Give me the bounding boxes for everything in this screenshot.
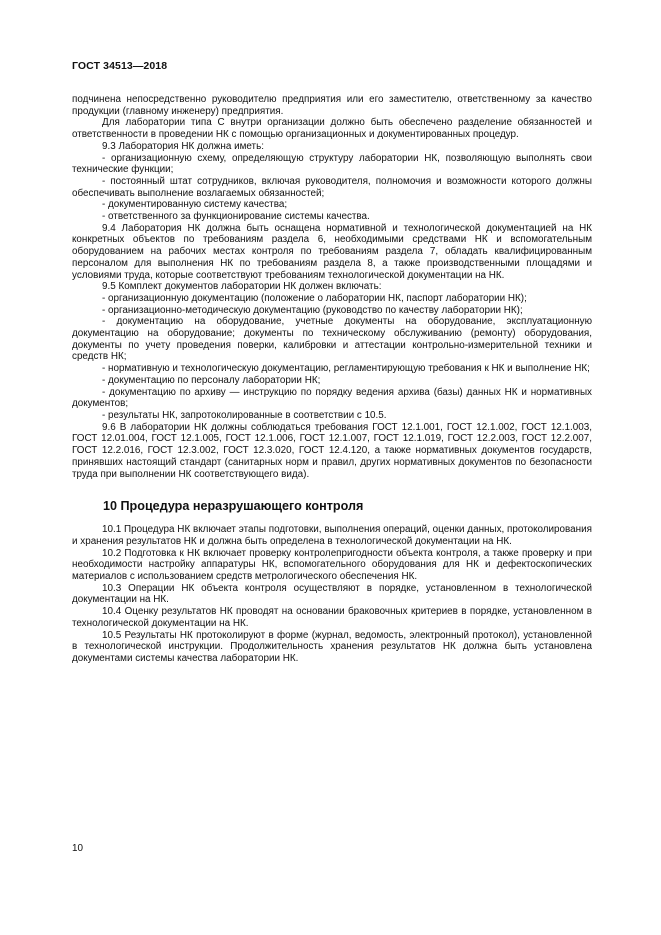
section-10-heading: 10 Процедура неразрушающего контроля	[103, 499, 364, 514]
clause-9-3: 9.3 Лаборатория НК должна иметь:	[102, 140, 264, 152]
document-code: ГОСТ 34513—2018	[72, 60, 168, 72]
list-item: - организационную документацию (положение о лаборатории НК, паспорт лаборатории НК);	[102, 292, 527, 304]
clause-10-3: 10.3 Операции НК объекта контроля осуществляют в порядке, установленном в технологической документации на НК.	[72, 582, 592, 606]
page-number: 10	[72, 843, 83, 854]
clause-10-1: 10.1 Процедура НК включает этапы подготовки, выполнения операций, оценки данных, протоколирования и хранения результатов НК и должна быть определена в технологической документации на НК.	[72, 524, 592, 547]
list-item: - постоянный штат сотрудников, включая руководителя, полномочия и возможности которого должны обеспечивать выполнение возлагаемых обязанностей;	[72, 175, 592, 199]
list-item: - документацию на оборудование, учетные документы на оборудование, эксплуатационную документацию на оборудование; документы по техническому обслуживанию (ремонту) оборудования, документы по учету проведения поверки, калибровки и аттестации контрольно-измерительной техники и средств НК;	[72, 316, 592, 363]
clause-9-5: 9.5 Комплект документов лаборатории НК должен включать:	[102, 281, 382, 293]
list-item: - организационно-методическую документацию (руководство по качеству лаборатории НК);	[102, 304, 523, 316]
clause-10-5: 10.5 Результаты НК протоколируют в форме (журнал, ведомость, электронный протокол), установленной в технологической инструкции. Продолжительность хранения результатов НК должна быть установлена документами системы качества лаборатории НК.	[72, 629, 592, 664]
list-item: - результаты НК, запротоколированные в соответствии с 10.5.	[102, 409, 387, 421]
list-item: - организационную схему, определяющую структуру лаборатории НК, позволяющую выполнять свои технические функции;	[72, 152, 592, 176]
paragraph: Для лаборатории типа С внутри организации должно быть обеспечено разделение обязанностей и ответственности в проведении НК с помощью организационных и документированных процедур.	[72, 117, 592, 141]
clause-9-6: 9.6 В лаборатории НК должны соблюдаться требования ГОСТ 12.1.001, ГОСТ 12.1.002, ГОСТ 12.1.003, ГОСТ 12.01.004, ГОСТ 12.1.005, ГОСТ 12.1.006, ГОСТ 12.1.007, ГОСТ 12.1.019, ГОСТ 12.2.003, ГОСТ 12.2.007, ГОСТ 12.2.016, ГОСТ 12.3.002, ГОСТ 12.3.020, ГОСТ 12.4.120, а также нормативных документов государств, принявших настоящий стандарт (санитарных норм и правил, других нормативных документов по безопасности труда при выполнении НК соответствующего вида).	[72, 421, 592, 480]
page-body	[72, 94, 592, 665]
list-item: - документированную систему качества;	[102, 199, 288, 211]
list-item: - документацию по персоналу лаборатории НК;	[102, 374, 321, 386]
paragraph: подчинена непосредственно руководителю предприятия или его заместителю, ответственному за качество продукции (главному инженеру) предприятия.	[72, 94, 592, 117]
list-item: - ответственного за функционирование системы качества.	[102, 211, 370, 223]
clause-10-4: 10.4 Оценку результатов НК проводят на основании браковочных критериев в порядке, установленном в технологической документации на НК.	[72, 606, 592, 629]
list-item: - документацию по архиву — инструкцию по порядку ведения архива (базы) данных НК и нормативных документов;	[72, 386, 592, 410]
list-item: - нормативную и технологическую документацию, регламентирующую требования к НК и выполнение НК;	[102, 363, 590, 375]
clause-10-2: 10.2 Подготовка к НК включает проверку контролепригодности объекта контроля, а также проверку и при необходимости настройку аппаратуры НК, вспомогательного оборудования для НК и дефектоскопических материалов с использованием средств метрологического обеспечения НК.	[72, 547, 592, 583]
clause-9-4: 9.4 Лаборатория НК должна быть оснащена нормативной и технологической документацией на НК конкретных объектов по требованиям раздела 6, необходимыми средствами НК и вспомогательным оборудованием на рабочих местах контроля по требованиям раздела 7, обладать квалифицированным персоналом для выполнения НК по требованиям раздела 8, а также производственными площадями и условиями труда, которые соответствуют требованиям технологической документации на НК.	[72, 222, 592, 281]
